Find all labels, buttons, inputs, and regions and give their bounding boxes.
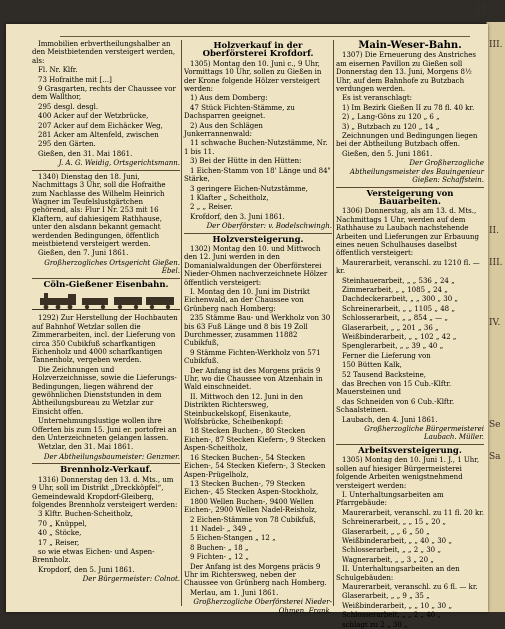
text-paragraph: Schreinerarbeit, „ „ 1105 „ 48 „ <box>342 304 455 313</box>
text-paragraph: Weißbinderarbeit, „ „ 40 „ 30 „ <box>342 536 452 545</box>
text-paragraph: so wie etwas Eichen- und Aspen-Brennholz. <box>32 547 155 565</box>
text-paragraph: Ferner die Lieferung von <box>342 351 431 360</box>
edge-letter: II. <box>489 226 499 236</box>
signature-line: Großherzogliche Bürgermeisterei Laubach. Müller. <box>364 425 484 442</box>
text-paragraph: 1307) Die Erneuerung des Anstriches am eisernen Pavillon zu Gießen soll Donnerstag den 13. Juni, Morgens 8½ Uhr, auf dem Bahnhofe zu Butzbach verdungen werden. <box>336 51 476 94</box>
text-paragraph: 400 Acker auf der Wetzbrücke, <box>38 112 149 121</box>
text-paragraph: 1306) Donnerstag, als am 13. d. Mts., Nachmittags 1 Uhr, werden auf dem Rathhause zu Laubach nachstehende Arbeiten und Lieferungen zur Erbauung eines neuen Schulhauses daselbst öffentlich versteigert: <box>336 207 480 258</box>
text-paragraph: 3) „ Butzbach zu 120 „ 14 „ <box>342 122 440 131</box>
text-paragraph: 47 Stück Fichten-Stämme, zu Dachsparren geeignet. <box>184 103 295 121</box>
section-divider <box>32 170 180 171</box>
text-paragraph: Gießen, den 5. Juni 1861. <box>342 149 433 158</box>
text-paragraph: Der Anfang ist des Morgens präcis 9 Uhr, wo die Chaussee von Atzenhain in Wald einschneidet. <box>184 366 323 392</box>
text-paragraph: Steinhauerarbeit, „ „ 536 „ 24 „ <box>342 276 455 285</box>
text-paragraph: 1302) Montag den 10. und Mittwoch den 12. Juni werden in den Domanialwaldungen der Oberförsterei Nieder-Ohmen nachverzeichnete Hölzer öffentlich versteigert: <box>184 244 328 287</box>
signature-line: Großherzogliches Ortsgericht Gießen. Ebel. <box>44 258 180 276</box>
text-paragraph: I. Montag den 10. Juni im Distrikt Eichenwald, an der Chaussee von Grünberg nach Homberg: <box>184 287 310 313</box>
text-paragraph: Es ist veranschlagt: <box>342 94 413 103</box>
column-divider <box>181 40 182 606</box>
text-paragraph: 3 Klftr. Buchen-Scheitholz, <box>38 510 133 519</box>
text-paragraph: 1 Klafter „ Scheitholz, <box>190 193 269 202</box>
text-paragraph: Weißbinderarbeit, „ „ 10 „ 30 „ <box>342 601 452 610</box>
text-paragraph: 3 geringere Eichen-Nutzstämme, <box>190 184 308 193</box>
section-heading: Holzversteigerung. <box>212 234 304 245</box>
text-paragraph: 5 Eichen-Stangen „ 12 „ <box>190 534 276 543</box>
text-paragraph: 8 Buchen- „ 18 „ <box>190 543 249 552</box>
edge-letter: III. <box>489 258 503 268</box>
text-paragraph: Die Zeichnungen und Holzverzeichnisse, sowie die Lieferungs-Bedingungen, liegen während der gewöhnlichen Dienststunden in dem Abtheilungsbureau zu Wetzlar zur Einsicht offen. <box>32 365 177 416</box>
text-paragraph: 1) Im Bezirk Gießen II zu 78 fl. 40 kr. <box>342 103 475 112</box>
section-heading: Cöln-Gießener Eisenbahn. <box>43 279 169 290</box>
text-paragraph: II. Mittwoch den 12. Juni in den Distrikten Richtersweg, Steinbuckelskopf, Eisenkaute, Wolfsbrücke, Scheibenkopf: <box>184 392 303 427</box>
column-right <box>336 40 485 629</box>
column-middle <box>184 40 332 615</box>
signature-line: Der Großherzogliche Abtheilungsmeister des Bauingenieur Gießen: Schaffstein. <box>349 159 484 185</box>
text-paragraph: 18 Stecken Buchen-, 80 Stecken Eichen-, 87 Stecken Kiefern-, 9 Stecken Aspen-Scheitholz, <box>184 427 326 453</box>
column-left <box>32 40 180 606</box>
text-paragraph: 295 desgl. desgl. <box>38 102 99 111</box>
text-paragraph: 11 Nadel- „ 349 „ <box>190 524 252 533</box>
text-paragraph: Fl. Nr. Klfr. <box>38 66 78 75</box>
text-paragraph: 1316) Donnerstag den 13. d. Mts., um 9 Uhr, soll im Distrikt „Dreckköpfel“, Gemeindewald Kropdorf-Gleiberg, folgendes Brennholz versteigert werden: <box>32 475 178 509</box>
signature-line: J. A. G. Weidig, Ortsgerichtsmann. <box>58 159 180 168</box>
text-paragraph: 9 Fichten- „ 12 „ <box>190 553 249 562</box>
section-divider <box>336 187 484 188</box>
text-paragraph: 295 den Gärten. <box>38 140 96 149</box>
edge-letter: Se <box>489 420 501 430</box>
text-paragraph: 2 „ „ Reiser. <box>190 203 233 212</box>
text-paragraph: Unternehmungslustige wollen ihre Offerten bis zum 15. Juni er. portofrei an den Unterzeichneten gelangen lassen. <box>32 417 177 443</box>
text-paragraph: schlagt zu 2 „ 30 „ <box>342 620 408 629</box>
text-paragraph: Kropdorf, den 5. Juni 1861. <box>38 565 135 574</box>
text-paragraph: Glaserarbeit, „ „ 201 „ 36 „ <box>342 323 439 332</box>
text-paragraph: 17 „ Reiser, <box>38 538 80 547</box>
text-paragraph: Immobilien erbvertheilungshalber an den Meistbietenden versteigert werden, als: <box>32 40 176 65</box>
text-paragraph: Wagnerarbeit, „ „ 3 „ 20 „ <box>342 555 434 564</box>
text-paragraph: 3) Bei der Hütte in den Hütten: <box>190 157 302 166</box>
section-heading: Versteigerung von Bauarbeiten. <box>366 188 454 207</box>
text-paragraph: Gießen, den 31. Mai 1861. <box>38 149 133 158</box>
text-paragraph: 2 Eichen-Stämme von 78 Cubikfuß, <box>190 515 316 524</box>
text-paragraph: Krofdorf, den 3. Juni 1861. <box>190 212 285 221</box>
page-edge <box>486 22 505 612</box>
header-rule <box>60 36 470 37</box>
text-paragraph: 13 Stecken Buchen-, 79 Stecken Eichen-, 45 Stecken Aspen-Stockholz, <box>184 479 319 497</box>
text-paragraph: Maurerarbeit, veranschl. zu 6 fl. — kr. <box>342 582 478 591</box>
text-paragraph: 73 Hofraithe mit […] <box>38 75 112 84</box>
text-paragraph: 9 Grasgarten, rechts der Chaussee vor dem Wallthor, <box>32 85 176 102</box>
text-paragraph: Schlosserarbeit, „ „ 854 „ — „ <box>342 314 448 323</box>
text-paragraph: 1) Aus dem Domberg: <box>190 94 268 103</box>
text-paragraph: 1340) Dienstag den 18. Juni, Nachmittags 3 Uhr, soll die Hofraithe zum Nachlasse des Wilhelm Heinrich Wagner im Teufelslustgärtchen gehörend, als: Flur I Nr. 253 mit 16 Klaftern, auf dahiesigem Rathhause, unter den alsdann bekannt gemacht werdenden Bedingungen, öffentlich meistbietend versteigert werden. <box>32 172 166 248</box>
text-paragraph: 2) Aus den Schlägen Junkerrannenwald: <box>184 121 263 139</box>
text-paragraph: Schreinerarbeit, „ „ 15 „ 20 „ <box>342 518 447 527</box>
text-paragraph: 70 „ Knüppel, <box>38 519 87 528</box>
text-paragraph: Dachdeckerarbeit, „ „ 300 „ 30 „ <box>342 295 459 304</box>
text-paragraph: Weißbinderarbeit, „ „ 102 „ 42 „ <box>342 333 457 341</box>
text-paragraph: 281 Acker am Altenfeld, zwischen <box>38 131 159 140</box>
text-paragraph: 235 Stämme Bau- und Werkholz von 30 bis 63 Fuß Länge und 8 bis 19 Zoll Durchmesser, zusammen 11882 Cubikfuß, <box>184 314 331 348</box>
text-paragraph: 150 Bütten Kalk, <box>342 361 402 370</box>
text-paragraph: 52 Tausend Backsteine, <box>342 370 427 379</box>
text-paragraph: 1305) Montag den 10. Juni 1. J., 1 Uhr, sollen auf hiesiger Bürgermeisterei folgende Arbeiten wenigstnehmend versteigert werden: <box>336 456 480 490</box>
text-paragraph: 40 „ Stöcke, <box>38 529 82 538</box>
text-paragraph: 1 Eichen-Stamm von 18' Länge und 84" Stärke, <box>184 166 331 184</box>
text-paragraph: Laubach, den 4. Juni 1861. <box>342 415 438 424</box>
locomotive-illustration <box>32 292 180 310</box>
text-paragraph: Merlau, am 1. Juni 1861. <box>190 588 279 597</box>
text-paragraph: 9 Stämme Fichten-Werkholz von 571 Cubikfuß. <box>184 348 321 366</box>
text-paragraph: 1800 Wellen Buchen-, 9400 Wellen Eichen-, 2900 Wellen Nadel-Reisholz, <box>184 497 318 515</box>
text-paragraph: II. Unterhaltungsarbeiten an den Schulgebäuden: <box>336 565 460 582</box>
text-paragraph: I. Unterhaltungsarbeiten am Pfarrgebäude: <box>336 490 444 508</box>
text-paragraph: Glaserarbeit, „ „ 9 „ 35 „ <box>342 592 430 601</box>
edge-letter: III. <box>489 40 503 50</box>
text-paragraph: 16 Stecken Buchen-, 54 Stecken Eichen-, 54 Stecken Kiefern-, 3 Stecken Aspen-Prügelholz, <box>184 453 326 479</box>
section-heading: Main-Weser-Bahn. <box>358 40 462 51</box>
text-paragraph: Glaserarbeit, „ „ 6 „ 50 „ <box>342 527 430 536</box>
text-paragraph: 11 schwache Buchen-Nutzstämme, Nr. 1 bis 11. <box>184 139 328 156</box>
signature-line: Der Abtheilungsbaumeister: Genzmer. <box>43 452 180 461</box>
section-divider <box>32 463 180 464</box>
text-paragraph: 207 Acker auf dem Eichäcker Weg, <box>38 121 163 130</box>
text-paragraph: Maurerarbeit, veranschl. zu 11 fl. 20 kr. <box>342 508 485 517</box>
text-paragraph: 1292) Zur Herstellung der Hochbauten auf Bahnhof Wetzlar sollen die Zimmerarbeiten, incl. der Lieferung von circa 350 Cubikfuß scharfkantigen Eichenholz und 4000 scharfkantigen Tannenholz, vergeben werden. <box>32 314 178 365</box>
text-paragraph: Spenglerarbeit, „ „ 39 „ 40 „ <box>342 342 444 351</box>
signature-line: Großherzogliche Oberförsterei Nieder-Ohmen. Frank. <box>193 598 332 615</box>
text-paragraph: Gießen, den 7. Juni 1861. <box>38 249 129 258</box>
page-number: 21 <box>475 4 488 15</box>
section-heading: Arbeitsversteigerung. <box>358 445 462 456</box>
signature-line: Der Bürgermeister: Colnot. <box>82 575 180 584</box>
edge-letter: IV. <box>489 318 501 328</box>
text-paragraph: Der Anfang ist des Morgens präcis 9 Uhr im Richtersweg, neben der Chaussee von Grünberg nach Homberg. <box>184 562 327 588</box>
text-paragraph: Zimmerarbeit, „ „ 1085 „ 24 „ <box>342 285 448 294</box>
text-paragraph: Wetzlar, den 31. Mai 1861. <box>38 443 134 452</box>
signature-line: Der Oberförster: v. Bodelschwingh. <box>206 222 332 231</box>
text-paragraph: Schlosserarbeit, „ „ 2 „ 40 „ <box>342 611 441 620</box>
edge-letter: Sa <box>489 452 501 462</box>
text-paragraph: 1305) Montag den 10. Juni c., 9 Uhr, Vormittags 10 Uhr, sollen zu Gießen in der Krone folgende Hölzer versteigert werden: <box>184 59 322 94</box>
section-divider <box>336 444 484 445</box>
section-divider <box>32 278 180 279</box>
text-paragraph: 2) „ Lang-Göns zu 120 „ 6 „ <box>342 113 440 122</box>
text-paragraph: Zeichnungen und Bedingungen liegen bei der Abtheilung Butzbach offen. <box>336 132 478 149</box>
text-paragraph: Maurerarbeit, veranschl. zu 1210 fl. — kr. <box>336 258 480 276</box>
section-heading: Brennholz-Verkauf. <box>60 465 152 476</box>
section-divider <box>184 233 332 234</box>
column-divider <box>333 40 334 606</box>
text-paragraph: das Brechen von 15 Cub.-Klftr. Mauersteinen und <box>336 380 452 397</box>
text-paragraph: Schlosserarbeit, „ „ 2 „ 30 „ <box>342 546 441 555</box>
text-paragraph: das Schneiden von 6 Cub.-Klftr. Schaalsteinen. <box>336 397 455 415</box>
section-heading: Holzverkauf in der Oberförsterei Krofdorf. <box>202 41 314 60</box>
